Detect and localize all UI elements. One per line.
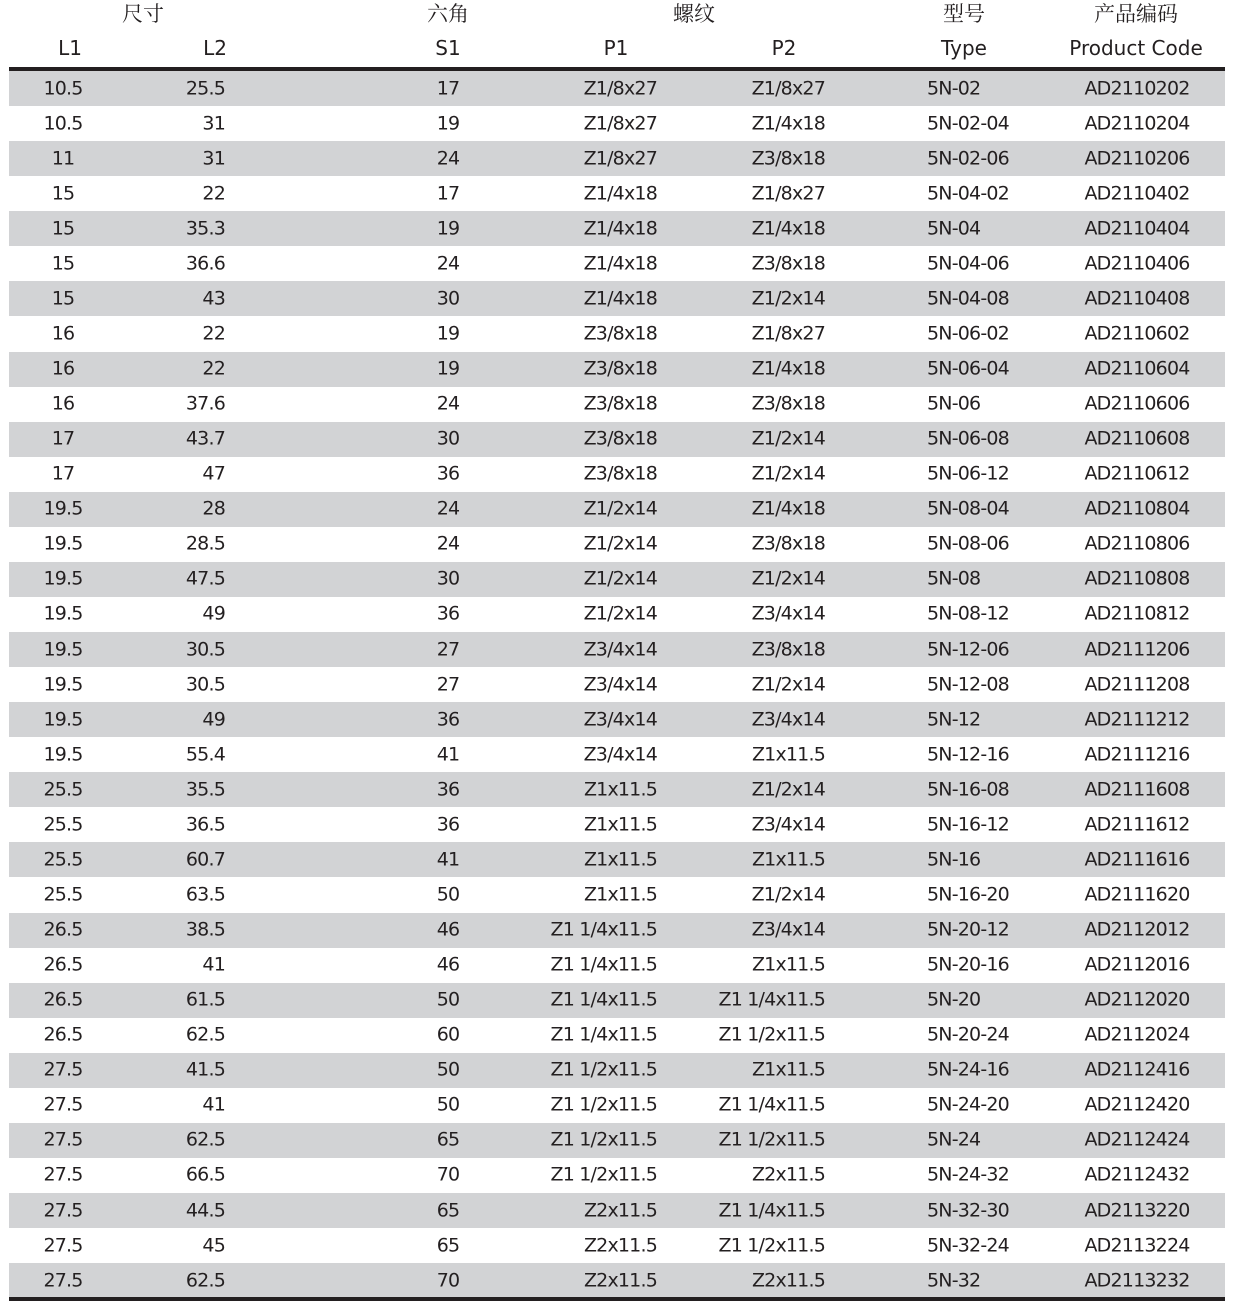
- table-row: [9, 316, 1225, 351]
- cell-product-code: AD2110812: [1084, 602, 1190, 625]
- cell-p2: Z1/2x14: [751, 287, 825, 310]
- table-row: [9, 281, 1225, 316]
- cell-type: 5N-24: [927, 1128, 981, 1151]
- cell-p1: Z1 1/2x11.5: [550, 1163, 657, 1186]
- cell-s1: 17: [436, 182, 460, 205]
- cell-type: 5N-02: [927, 77, 981, 100]
- table-row: [9, 737, 1225, 772]
- cell-p1: Z1 1/2x11.5: [550, 1093, 657, 1116]
- cell-l1: 19.5: [43, 602, 83, 625]
- table-row: [9, 597, 1225, 632]
- cell-p2: Z1x11.5: [751, 953, 825, 976]
- cell-p1: Z1 1/4x11.5: [550, 1023, 657, 1046]
- cell-l2: 25.5: [185, 77, 225, 100]
- cell-s1: 50: [436, 988, 460, 1011]
- cell-s1: 50: [436, 1093, 460, 1116]
- cell-p2: Z1/4x18: [751, 112, 825, 135]
- cell-s1: 46: [436, 918, 460, 941]
- table-row: [9, 877, 1225, 912]
- cell-type: 5N-32-30: [927, 1199, 1009, 1222]
- col-s1-header: S1: [435, 36, 461, 60]
- cell-l1: 19.5: [43, 532, 83, 555]
- cell-l2: 30.5: [185, 638, 225, 661]
- cell-l2: 55.4: [185, 743, 225, 766]
- cell-type: 5N-24-32: [927, 1163, 1009, 1186]
- cell-type: 5N-20-16: [927, 953, 1009, 976]
- cell-p1: Z2x11.5: [583, 1199, 657, 1222]
- col-p1-header: P1: [603, 36, 629, 60]
- cell-type: 5N-02-06: [927, 147, 1009, 170]
- cell-l2: 38.5: [185, 918, 225, 941]
- cell-type: 5N-16-08: [927, 778, 1009, 801]
- cell-type: 5N-06-02: [927, 322, 1009, 345]
- cell-l2: 41: [202, 953, 225, 976]
- cell-l2: 41.5: [185, 1058, 225, 1081]
- cell-l1: 25.5: [43, 778, 83, 801]
- cell-p1: Z1 1/4x11.5: [550, 918, 657, 941]
- cell-l2: 61.5: [185, 988, 225, 1011]
- cell-type: 5N-06-12: [927, 462, 1009, 485]
- cell-product-code: AD2111208: [1084, 673, 1190, 696]
- cell-l1: 26.5: [43, 953, 83, 976]
- cell-l1: 19.5: [43, 638, 83, 661]
- cell-l1: 15: [51, 182, 75, 205]
- group-code-header: 产品编码: [1094, 2, 1178, 26]
- cell-p1: Z1 1/4x11.5: [550, 988, 657, 1011]
- cell-product-code: AD2110406: [1084, 252, 1190, 275]
- cell-product-code: AD2112420: [1084, 1093, 1190, 1116]
- cell-p1: Z1/2x14: [583, 532, 657, 555]
- cell-l1: 26.5: [43, 988, 83, 1011]
- table-row: [9, 106, 1225, 141]
- cell-product-code: AD2113220: [1084, 1199, 1190, 1222]
- cell-p2: Z1/2x14: [751, 462, 825, 485]
- cell-p1: Z1/8x27: [583, 112, 657, 135]
- cell-p1: Z1 1/4x11.5: [550, 953, 657, 976]
- cell-p2: Z1/2x14: [751, 778, 825, 801]
- cell-p2: Z1/2x14: [751, 673, 825, 696]
- cell-l1: 15: [51, 252, 75, 275]
- cell-p1: Z1 1/2x11.5: [550, 1058, 657, 1081]
- cell-s1: 27: [436, 673, 460, 696]
- cell-product-code: AD2110402: [1084, 182, 1190, 205]
- cell-s1: 24: [436, 147, 460, 170]
- cell-s1: 19: [436, 217, 460, 240]
- cell-l2: 62.5: [185, 1128, 225, 1151]
- cell-s1: 70: [436, 1269, 460, 1292]
- cell-product-code: AD2113232: [1084, 1269, 1190, 1292]
- cell-s1: 41: [436, 848, 460, 871]
- cell-product-code: AD2111612: [1084, 813, 1190, 836]
- cell-type: 5N-24-16: [927, 1058, 1009, 1081]
- cell-p1: Z3/8x18: [583, 427, 657, 450]
- table-row: [9, 1088, 1225, 1123]
- cell-s1: 46: [436, 953, 460, 976]
- table-row: [9, 1123, 1225, 1158]
- cell-l1: 19.5: [43, 743, 83, 766]
- cell-type: 5N-06-04: [927, 357, 1009, 380]
- cell-p1: Z1/2x14: [583, 602, 657, 625]
- cell-l2: 35.3: [185, 217, 225, 240]
- cell-p2: Z1 1/2x11.5: [718, 1234, 825, 1257]
- cell-l1: 26.5: [43, 918, 83, 941]
- cell-s1: 36: [436, 462, 460, 485]
- cell-p2: Z1x11.5: [751, 743, 825, 766]
- cell-l1: 27.5: [43, 1269, 83, 1292]
- cell-p1: Z3/8x18: [583, 322, 657, 345]
- cell-p2: Z1/8x27: [751, 182, 825, 205]
- cell-type: 5N-04-02: [927, 182, 1009, 205]
- cell-l2: 22: [202, 357, 225, 380]
- cell-s1: 36: [436, 602, 460, 625]
- cell-product-code: AD2113224: [1084, 1234, 1190, 1257]
- cell-p2: Z3/4x14: [751, 813, 825, 836]
- cell-type: 5N-04-06: [927, 252, 1009, 275]
- table-row: [9, 772, 1225, 807]
- cell-s1: 65: [436, 1199, 460, 1222]
- cell-product-code: AD2110404: [1084, 217, 1190, 240]
- cell-l1: 16: [51, 322, 75, 345]
- cell-product-code: AD2110604: [1084, 357, 1190, 380]
- cell-product-code: AD2110606: [1084, 392, 1190, 415]
- cell-l2: 43.7: [185, 427, 225, 450]
- table-bottom-rule: [9, 1297, 1225, 1301]
- cell-l2: 28: [202, 497, 225, 520]
- cell-type: 5N-08-06: [927, 532, 1009, 555]
- cell-l2: 41: [202, 1093, 225, 1116]
- cell-l2: 30.5: [185, 673, 225, 696]
- cell-l2: 63.5: [185, 883, 225, 906]
- cell-s1: 19: [436, 112, 460, 135]
- cell-l1: 19.5: [43, 497, 83, 520]
- table-row: [9, 1228, 1225, 1263]
- cell-type: 5N-02-04: [927, 112, 1009, 135]
- cell-p1: Z1/8x27: [583, 147, 657, 170]
- cell-s1: 50: [436, 883, 460, 906]
- cell-p2: Z3/8x18: [751, 252, 825, 275]
- cell-l1: 11: [51, 147, 75, 170]
- cell-l2: 31: [202, 147, 225, 170]
- cell-type: 5N-04: [927, 217, 981, 240]
- cell-l1: 26.5: [43, 1023, 83, 1046]
- cell-product-code: AD2112016: [1084, 953, 1190, 976]
- cell-l1: 19.5: [43, 567, 83, 590]
- cell-l1: 19.5: [43, 673, 83, 696]
- cell-type: 5N-32: [927, 1269, 981, 1292]
- cell-product-code: AD2112416: [1084, 1058, 1190, 1081]
- cell-p1: Z1 1/2x11.5: [550, 1128, 657, 1151]
- cell-p2: Z1 1/4x11.5: [718, 1093, 825, 1116]
- cell-product-code: AD2112024: [1084, 1023, 1190, 1046]
- cell-s1: 65: [436, 1234, 460, 1257]
- cell-s1: 36: [436, 778, 460, 801]
- cell-type: 5N-20-12: [927, 918, 1009, 941]
- cell-l2: 60.7: [185, 848, 225, 871]
- table-row: [9, 211, 1225, 246]
- table-row: [9, 842, 1225, 877]
- cell-type: 5N-12-08: [927, 673, 1009, 696]
- cell-s1: 24: [436, 392, 460, 415]
- cell-product-code: AD2110206: [1084, 147, 1190, 170]
- cell-p2: Z1 1/4x11.5: [718, 988, 825, 1011]
- cell-type: 5N-08: [927, 567, 981, 590]
- cell-s1: 19: [436, 357, 460, 380]
- cell-p1: Z3/8x18: [583, 462, 657, 485]
- cell-p2: Z1 1/4x11.5: [718, 1199, 825, 1222]
- cell-p1: Z1x11.5: [583, 813, 657, 836]
- cell-type: 5N-16: [927, 848, 981, 871]
- cell-l2: 28.5: [185, 532, 225, 555]
- cell-p2: Z3/8x18: [751, 638, 825, 661]
- cell-s1: 24: [436, 497, 460, 520]
- group-thread-header: 螺纹: [673, 2, 715, 26]
- cell-l1: 25.5: [43, 848, 83, 871]
- cell-type: 5N-06: [927, 392, 981, 415]
- cell-p1: Z2x11.5: [583, 1269, 657, 1292]
- table-row: [9, 1193, 1225, 1228]
- col-p2-header: P2: [771, 36, 797, 60]
- table-row: [9, 702, 1225, 737]
- table-row: [9, 667, 1225, 702]
- cell-l1: 17: [51, 427, 75, 450]
- cell-product-code: AD2110804: [1084, 497, 1190, 520]
- cell-p1: Z3/4x14: [583, 708, 657, 731]
- col-l1-header: L1: [58, 36, 82, 60]
- cell-p2: Z3/8x18: [751, 147, 825, 170]
- cell-product-code: AD2111608: [1084, 778, 1190, 801]
- cell-p2: Z3/8x18: [751, 392, 825, 415]
- cell-type: 5N-06-08: [927, 427, 1009, 450]
- cell-s1: 17: [436, 77, 460, 100]
- cell-product-code: AD2110806: [1084, 532, 1190, 555]
- cell-l2: 49: [202, 708, 225, 731]
- cell-p1: Z3/4x14: [583, 673, 657, 696]
- cell-product-code: AD2111216: [1084, 743, 1190, 766]
- cell-l1: 27.5: [43, 1234, 83, 1257]
- cell-l2: 22: [202, 322, 225, 345]
- cell-type: 5N-24-20: [927, 1093, 1009, 1116]
- table-row: [9, 1263, 1225, 1298]
- table-row: [9, 562, 1225, 597]
- cell-product-code: AD2111616: [1084, 848, 1190, 871]
- cell-p2: Z3/8x18: [751, 532, 825, 555]
- cell-p1: Z3/8x18: [583, 357, 657, 380]
- cell-l1: 16: [51, 357, 75, 380]
- cell-l2: 49: [202, 602, 225, 625]
- cell-type: 5N-16-20: [927, 883, 1009, 906]
- cell-s1: 60: [436, 1023, 460, 1046]
- cell-l1: 10.5: [43, 112, 83, 135]
- cell-p1: Z3/8x18: [583, 392, 657, 415]
- cell-l2: 36.6: [185, 252, 225, 275]
- cell-product-code: AD2112020: [1084, 988, 1190, 1011]
- cell-s1: 30: [436, 567, 460, 590]
- cell-type: 5N-32-24: [927, 1234, 1009, 1257]
- table-header: [0, 0, 1233, 68]
- cell-l1: 10.5: [43, 77, 83, 100]
- cell-product-code: AD2112012: [1084, 918, 1190, 941]
- cell-l1: 27.5: [43, 1163, 83, 1186]
- cell-l2: 62.5: [185, 1023, 225, 1046]
- cell-product-code: AD2110608: [1084, 427, 1190, 450]
- cell-p1: Z1x11.5: [583, 778, 657, 801]
- cell-l1: 19.5: [43, 708, 83, 731]
- cell-p2: Z1/8x27: [751, 77, 825, 100]
- cell-product-code: AD2112432: [1084, 1163, 1190, 1186]
- cell-l2: 47.5: [185, 567, 225, 590]
- cell-type: 5N-12: [927, 708, 981, 731]
- cell-l1: 27.5: [43, 1058, 83, 1081]
- cell-l2: 31: [202, 112, 225, 135]
- cell-s1: 41: [436, 743, 460, 766]
- cell-p1: Z1/4x18: [583, 252, 657, 275]
- cell-p1: Z1x11.5: [583, 848, 657, 871]
- table-row: [9, 141, 1225, 176]
- cell-product-code: AD2110204: [1084, 112, 1190, 135]
- cell-l1: 27.5: [43, 1128, 83, 1151]
- cell-l2: 43: [202, 287, 225, 310]
- cell-p2: Z1/4x18: [751, 217, 825, 240]
- cell-type: 5N-12-16: [927, 743, 1009, 766]
- cell-product-code: AD2111620: [1084, 883, 1190, 906]
- cell-p2: Z3/4x14: [751, 708, 825, 731]
- col-l2-header: L2: [203, 36, 227, 60]
- group-size-header: 尺寸: [122, 2, 164, 26]
- table-row: [9, 913, 1225, 948]
- cell-l1: 15: [51, 217, 75, 240]
- cell-l2: 35.5: [185, 778, 225, 801]
- cell-l1: 15: [51, 287, 75, 310]
- table-row: [9, 352, 1225, 387]
- cell-l2: 47: [202, 462, 225, 485]
- cell-p1: Z1/4x18: [583, 182, 657, 205]
- cell-l1: 27.5: [43, 1093, 83, 1116]
- cell-product-code: AD2111212: [1084, 708, 1190, 731]
- cell-p2: Z1/2x14: [751, 427, 825, 450]
- cell-type: 5N-12-06: [927, 638, 1009, 661]
- cell-s1: 30: [436, 427, 460, 450]
- cell-s1: 30: [436, 287, 460, 310]
- cell-product-code: AD2110202: [1084, 77, 1190, 100]
- cell-type: 5N-20: [927, 988, 981, 1011]
- cell-s1: 50: [436, 1058, 460, 1081]
- cell-p2: Z1/4x18: [751, 497, 825, 520]
- cell-p2: Z1x11.5: [751, 848, 825, 871]
- cell-l1: 27.5: [43, 1199, 83, 1222]
- cell-type: 5N-04-08: [927, 287, 1009, 310]
- cell-type: 5N-20-24: [927, 1023, 1009, 1046]
- cell-type: 5N-08-04: [927, 497, 1009, 520]
- cell-p1: Z3/4x14: [583, 638, 657, 661]
- cell-p1: Z1/8x27: [583, 77, 657, 100]
- cell-product-code: AD2112424: [1084, 1128, 1190, 1151]
- col-type-header: Type: [941, 36, 987, 60]
- cell-s1: 36: [436, 813, 460, 836]
- cell-p2: Z1/2x14: [751, 567, 825, 590]
- table-row: [9, 422, 1225, 457]
- table-row: [9, 457, 1225, 492]
- cell-l2: 66.5: [185, 1163, 225, 1186]
- cell-type: 5N-16-12: [927, 813, 1009, 836]
- table-row: [9, 492, 1225, 527]
- cell-p2: Z1 1/2x11.5: [718, 1128, 825, 1151]
- cell-p2: Z1/4x18: [751, 357, 825, 380]
- cell-l1: 16: [51, 392, 75, 415]
- cell-product-code: AD2111206: [1084, 638, 1190, 661]
- cell-s1: 36: [436, 708, 460, 731]
- cell-l2: 37.6: [185, 392, 225, 415]
- table-row: [9, 246, 1225, 281]
- table-body: [9, 71, 1225, 1298]
- cell-s1: 27: [436, 638, 460, 661]
- group-model-header: 型号: [943, 2, 985, 26]
- cell-p2: Z1x11.5: [751, 1058, 825, 1081]
- cell-l1: 25.5: [43, 883, 83, 906]
- cell-p1: Z1/4x18: [583, 217, 657, 240]
- table-row: [9, 71, 1225, 106]
- cell-l2: 36.5: [185, 813, 225, 836]
- cell-p1: Z1/2x14: [583, 497, 657, 520]
- cell-p2: Z3/4x14: [751, 918, 825, 941]
- table-row: [9, 176, 1225, 211]
- cell-l1: 25.5: [43, 813, 83, 836]
- table-row: [9, 807, 1225, 842]
- cell-p2: Z3/4x14: [751, 602, 825, 625]
- table-row: [9, 1018, 1225, 1053]
- cell-p2: Z1/2x14: [751, 883, 825, 906]
- cell-l2: 44.5: [185, 1199, 225, 1222]
- cell-l2: 45: [202, 1234, 225, 1257]
- cell-l2: 62.5: [185, 1269, 225, 1292]
- cell-p2: Z1/8x27: [751, 322, 825, 345]
- table-row: [9, 387, 1225, 422]
- cell-type: 5N-08-12: [927, 602, 1009, 625]
- cell-p1: Z1/4x18: [583, 287, 657, 310]
- cell-s1: 19: [436, 322, 460, 345]
- group-hex-header: 六角: [427, 2, 469, 26]
- table-row: [9, 1053, 1225, 1088]
- cell-s1: 24: [436, 532, 460, 555]
- cell-p2: Z2x11.5: [751, 1163, 825, 1186]
- cell-product-code: AD2110408: [1084, 287, 1190, 310]
- cell-p1: Z1x11.5: [583, 883, 657, 906]
- col-code-header: Product Code: [1069, 36, 1203, 60]
- cell-product-code: AD2110612: [1084, 462, 1190, 485]
- cell-l1: 17: [51, 462, 75, 485]
- cell-p1: Z1/2x14: [583, 567, 657, 590]
- cell-p2: Z1 1/2x11.5: [718, 1023, 825, 1046]
- cell-l2: 22: [202, 182, 225, 205]
- cell-s1: 65: [436, 1128, 460, 1151]
- cell-s1: 24: [436, 252, 460, 275]
- cell-product-code: AD2110602: [1084, 322, 1190, 345]
- table-row: [9, 632, 1225, 667]
- cell-p2: Z2x11.5: [751, 1269, 825, 1292]
- table-row: [9, 983, 1225, 1018]
- table-row: [9, 527, 1225, 562]
- cell-product-code: AD2110808: [1084, 567, 1190, 590]
- cell-p1: Z2x11.5: [583, 1234, 657, 1257]
- table-row: [9, 948, 1225, 983]
- cell-p1: Z3/4x14: [583, 743, 657, 766]
- table-row: [9, 1158, 1225, 1193]
- cell-s1: 70: [436, 1163, 460, 1186]
